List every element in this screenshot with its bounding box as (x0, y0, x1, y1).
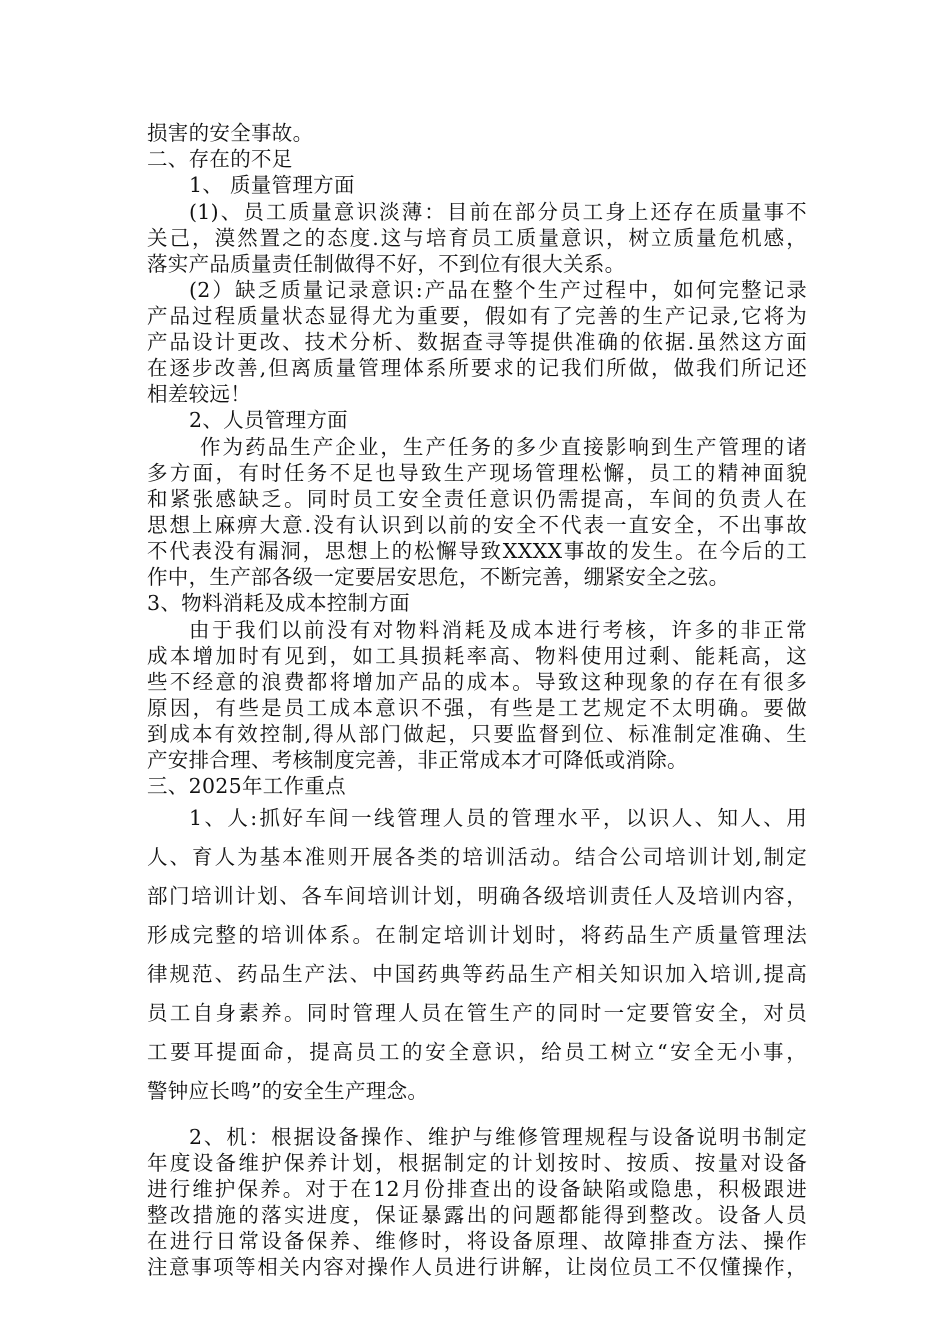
paragraph-line: 警钟应长鸣”的安全生产理念。 (147, 1079, 429, 1103)
paragraph-line: 作中，生产部各级一定要居安思危，不断完善，绷紧安全之弦。 (147, 565, 730, 589)
paragraph-line: 作为药品生产企业，生产任务的多少直接影响到生产管理的诸 (200, 435, 807, 459)
paragraph-line: 部门培训计划、各车间培训计划，明确各级培训责任人及培训内容， (147, 884, 807, 908)
paragraph-line: 产品设计更改、技术分析、数据查寻等提供准确的依据.虽然这方面 (147, 330, 807, 354)
paragraph-line: 员工自身素养。同时管理人员在管生产的同时一定要管安全，对员 (147, 1001, 807, 1025)
section-heading: 二、存在的不足 (147, 147, 293, 171)
paragraph-line: 人、育人为基本准则开展各类的培训活动。结合公司培训计划,制定 (147, 845, 807, 869)
paragraph-line: 在逐步改善,但离质量管理体系所要求的记我们所做，做我们所记还 (147, 356, 807, 380)
paragraph-line: 到成本有效控制,得从部门做起，只要监督到位、标准制定准确、生 (147, 722, 807, 746)
paragraph-line: 多方面，有时任务不足也导致生产现场管理松懈，员工的精神面貌 (147, 461, 807, 485)
paragraph-line: 律规范、药品生产法、中国药典等药品生产相关知识加入培训,提高 (147, 962, 807, 986)
paragraph-line: 和紧张感缺乏。同时员工安全责任意识仍需提高，车间的负责人在 (147, 487, 807, 511)
paragraph-line: 落实产品质量责任制做得不好，不到位有很大关系。 (147, 252, 626, 276)
subsection-heading: 3、物料消耗及成本控制方面 (147, 591, 410, 615)
paragraph-line: 工要耳提面命，提高员工的安全意识，给员工树立“安全无小事， (147, 1040, 807, 1064)
paragraph-line: 相差较远！ (147, 382, 251, 406)
paragraph-line: 年度设备维护保养计划，根据制定的计划按时、按质、按量对设备 (147, 1151, 807, 1175)
paragraph-line: 产品过程质量状态显得尤为重要，假如有了完善的生产记录,它将为 (147, 304, 807, 328)
paragraph-line: 进行维护保养。对于在12月份排查出的设备缺陷或隐患，积极跟进 (147, 1177, 807, 1201)
subsection-heading: 1、 质量管理方面 (189, 173, 355, 197)
section-heading: 三、2025年工作重点 (147, 774, 346, 798)
paragraph-line: (2）缺乏质量记录意识:产品在整个生产过程中，如何完整记录 (189, 278, 807, 302)
paragraph-line: 些不经意的浪费都将增加产品的成本。导致这种现象的存在有很多 (147, 670, 807, 694)
paragraph-line: 整改措施的落实进度，保证暴露出的问题都能得到整改。设备人员 (147, 1203, 807, 1227)
paragraph-line: 不代表没有漏洞，思想上的松懈导致XXXX事故的发生。在今后的工 (147, 539, 807, 563)
paragraph-line: 注意事项等相关内容对操作人员进行讲解，让岗位员工不仅懂操作， (147, 1255, 807, 1279)
paragraph-line: 在进行日常设备保养、维修时，将设备原理、故障排查方法、操作 (147, 1229, 807, 1253)
paragraph-line: 形成完整的培训体系。在制定培训计划时，将药品生产质量管理法 (147, 923, 807, 947)
paragraph-line: 成本增加时有见到，如工具损耗率高、物料使用过剩、能耗高，这 (147, 644, 807, 668)
paragraph-line: 由于我们以前没有对物料消耗及成本进行考核，许多的非正常 (189, 618, 807, 642)
paragraph-line: 1、人:抓好车间一线管理人员的管理水平，以识人、知人、用 (189, 806, 807, 830)
paragraph-line: 2、机：根据设备操作、维护与维修管理规程与设备说明书制定 (189, 1125, 807, 1149)
paragraph-line: (1)、员工质量意识淡薄：目前在部分员工身上还存在质量事不 (189, 200, 807, 224)
subsection-heading: 2、人员管理方面 (189, 408, 348, 432)
paragraph-line: 产安排合理、考核制度完善，非正常成本才可降低或消除。 (147, 748, 688, 772)
paragraph-line: 思想上麻痹大意.没有认识到以前的安全不代表一直安全，不出事故 (147, 513, 807, 537)
paragraph-line: 关己，漠然置之的态度.这与培育员工质量意识，树立质量危机感， (147, 226, 807, 250)
paragraph-line: 原因，有些是员工成本意识不强，有些是工艺规定不太明确。要做 (147, 696, 807, 720)
paragraph-line: 损害的安全事故。 (147, 121, 314, 145)
